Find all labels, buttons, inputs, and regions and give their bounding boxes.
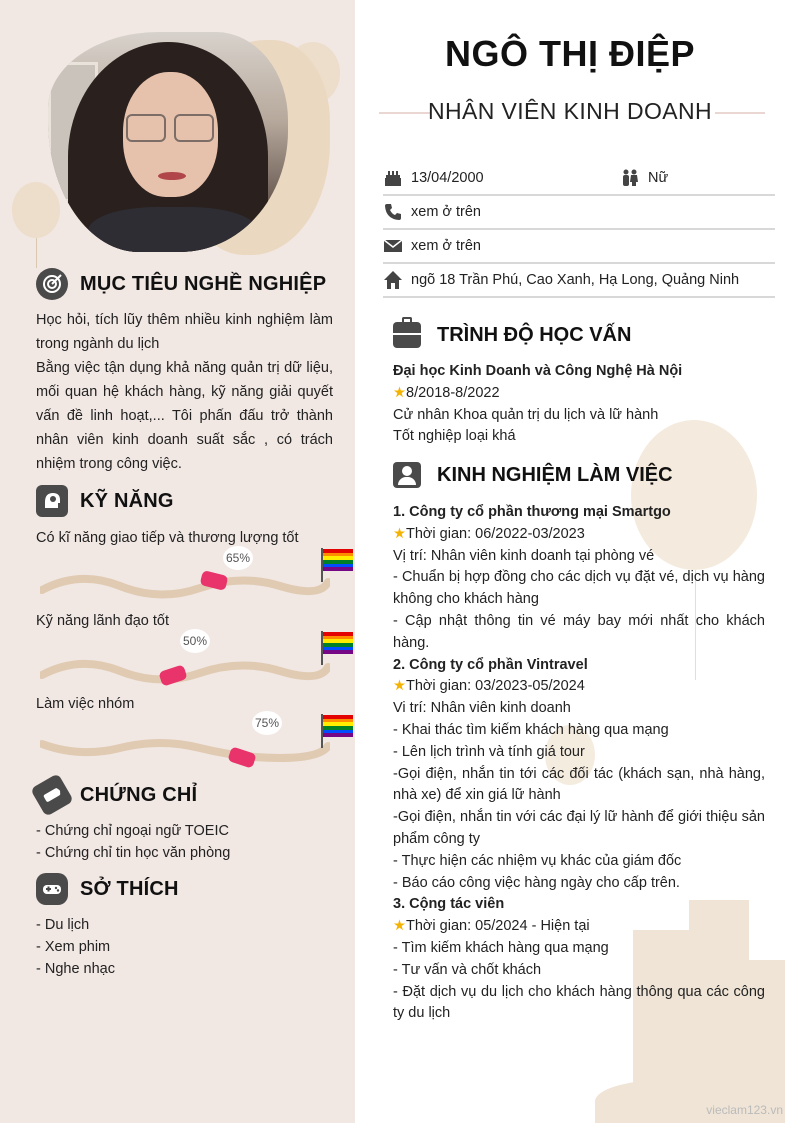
- star-icon: ★: [393, 525, 406, 542]
- skill-track: [40, 560, 330, 610]
- skills-header: [36, 485, 174, 517]
- certs-title: CHỨNG CHỈ: [80, 783, 198, 806]
- head-gear-icon: [36, 485, 68, 517]
- job-time-row: [393, 916, 765, 938]
- skill-percent: 50%: [180, 629, 210, 653]
- job-task: - Khai thác tìm kiếm khách hàng qua mạng: [393, 721, 669, 738]
- email-icon: [383, 236, 403, 256]
- candidate-name: NGÔ THỊ ĐIỆP: [444, 33, 696, 74]
- education-period: 8/2018-8/2022: [406, 384, 500, 401]
- job-task: - Tìm kiếm khách hàng qua mạng: [393, 939, 609, 956]
- job-task: - Chuẩn bị hợp đồng cho các dịch vụ đặt vé, dịch vụ hàng không cho khách hàng: [393, 569, 765, 608]
- cert-item: - Chứng chỉ ngoại ngữ TOEIC: [36, 823, 229, 839]
- job-task: - Lên lịch trình và tính giá tour: [393, 743, 585, 760]
- skills-title: KỸ NĂNG: [80, 489, 174, 512]
- hobbies-header: [36, 873, 179, 905]
- job-task: -Gọi điện, nhắn tin tới các đối tác (khách sạn, nhà hàng, nhà xe) để xin giá lữ hành: [393, 765, 765, 804]
- birthday-cake-icon: [383, 168, 403, 188]
- job-task: - Báo cáo công việc hàng ngày cho cấp trên.: [393, 874, 680, 891]
- star-icon: ★: [393, 678, 406, 695]
- email-value: xem ở trên: [411, 238, 481, 254]
- title-divider-right: [715, 112, 765, 114]
- experience-header: [393, 462, 673, 488]
- skill-label: Làm việc nhóm: [36, 696, 135, 712]
- phone-value: xem ở trên: [411, 204, 481, 220]
- briefcase-icon: [393, 322, 421, 348]
- target-icon: [36, 268, 68, 300]
- hobby-item: - Nghe nhạc: [36, 961, 115, 977]
- skill-label: Kỹ năng lãnh đạo tốt: [36, 613, 170, 629]
- balloon-string: [36, 238, 37, 268]
- rainbow-flag-icon: [323, 715, 353, 737]
- gamepad-icon: [36, 873, 68, 905]
- info-row-phone: [383, 196, 775, 230]
- cert-item: - Chứng chỉ tin học văn phòng: [36, 845, 231, 861]
- gender-value: Nữ: [648, 170, 669, 186]
- birthday-value: 13/04/2000: [411, 170, 484, 186]
- objective-text-2: Bằng việc tận dụng khả năng quản trị dữ liệu, mối quan hệ khách hàng, kỹ năng giải quyết vấn đề linh hoạt,... Tôi phấn đấu trở thành nhân viên kinh doanh suất sắc , có trách nhiệm trong công việc.: [36, 360, 333, 472]
- rainbow-flag-icon: [323, 549, 353, 571]
- info-row-email: [383, 230, 775, 264]
- job-role: Vị trí: Nhân viên kinh doanh tại phòng vé: [393, 547, 655, 564]
- star-icon: ★: [393, 918, 406, 935]
- job-role: Vi trí: Nhân viên kinh doanh: [393, 700, 571, 717]
- job-task: - Tư vấn và chốt khách: [393, 961, 542, 978]
- job-task: - Thực hiện các nhiệm vụ khác của giám đốc: [393, 852, 682, 869]
- job-company: 3. Cộng tác viên: [393, 896, 505, 913]
- job-title: NHÂN VIÊN KINH DOANH: [427, 98, 713, 124]
- profile-photo: [48, 32, 288, 252]
- certs-header: [36, 779, 197, 811]
- skill-label: Có kĩ năng giao tiếp và thương lượng tốt: [36, 530, 299, 546]
- gender-icon: [620, 168, 640, 188]
- home-icon: [383, 270, 403, 290]
- skill-track: [40, 728, 330, 778]
- objective-text-1: Học hỏi, tích lũy thêm nhiều kinh nghiệm làm trong ngành du lịch: [36, 312, 333, 352]
- diploma-icon: [30, 773, 74, 817]
- experience-body: [393, 502, 765, 1025]
- info-row-address: [383, 264, 775, 298]
- hobby-item: - Du lịch: [36, 917, 90, 933]
- hobby-item: - Xem phim: [36, 939, 111, 955]
- job-time: Thời gian: 05/2024 - Hiện tại: [406, 918, 590, 935]
- education-title: TRÌNH ĐỘ HỌC VẤN: [437, 323, 632, 346]
- avatar: [40, 30, 300, 255]
- education-degree: Cử nhân Khoa quản trị du lịch và lữ hành: [393, 406, 659, 423]
- skill-percent: 65%: [223, 546, 253, 570]
- job-time: Thời gian: 06/2022-03/2023: [406, 525, 585, 542]
- job-task: -Gọi điện, nhắn tin với các đại lý lữ hành để giới thiệu sản phẩm công ty: [393, 809, 765, 847]
- rainbow-flag-icon: [323, 632, 353, 654]
- job-company: 1. Công ty cổ phần thương mại Smartgo: [393, 504, 671, 520]
- experience-title: KINH NGHIỆM LÀM VIỆC: [437, 463, 673, 486]
- skill-percent: 75%: [252, 711, 282, 735]
- user-card-icon: [393, 462, 421, 488]
- hobbies-list: [36, 914, 336, 980]
- school-name: Đại học Kinh Doanh và Công Nghệ Hà Nội: [393, 363, 683, 379]
- education-grade: Tốt nghiệp loại khá: [393, 428, 516, 445]
- hobbies-title: SỞ THÍCH: [80, 877, 179, 900]
- job-task: - Đặt dịch vụ du lịch cho khách hàng thông qua các công ty du lịch: [393, 983, 765, 1022]
- sidebar: [0, 0, 355, 1123]
- job-time: Thời gian: 03/2023-05/2024: [406, 678, 585, 695]
- address-value: ngõ 18 Trần Phú, Cao Xanh, Hạ Long, Quảng Ninh: [411, 272, 740, 288]
- job-time-row: [393, 524, 765, 546]
- star-icon: ★: [393, 384, 406, 401]
- objective-title: MỤC TIÊU NGHỀ NGHIỆP: [80, 272, 327, 295]
- certs-list: [36, 820, 336, 864]
- education-header: [393, 322, 631, 348]
- main-content: [355, 0, 785, 1123]
- job-task: - Cập nhật thông tin vé máy bay mới nhất cho khách hàng.: [393, 612, 765, 651]
- objective-header: [36, 268, 326, 300]
- education-body: [393, 361, 765, 448]
- watermark: vieclam123.vn: [706, 1103, 783, 1117]
- job-company: 2. Công ty cổ phần Vintravel: [393, 656, 588, 673]
- info-row-birthday: [383, 162, 775, 196]
- education-period-row: [393, 383, 765, 405]
- phone-icon: [383, 202, 403, 222]
- job-time-row: [393, 676, 765, 698]
